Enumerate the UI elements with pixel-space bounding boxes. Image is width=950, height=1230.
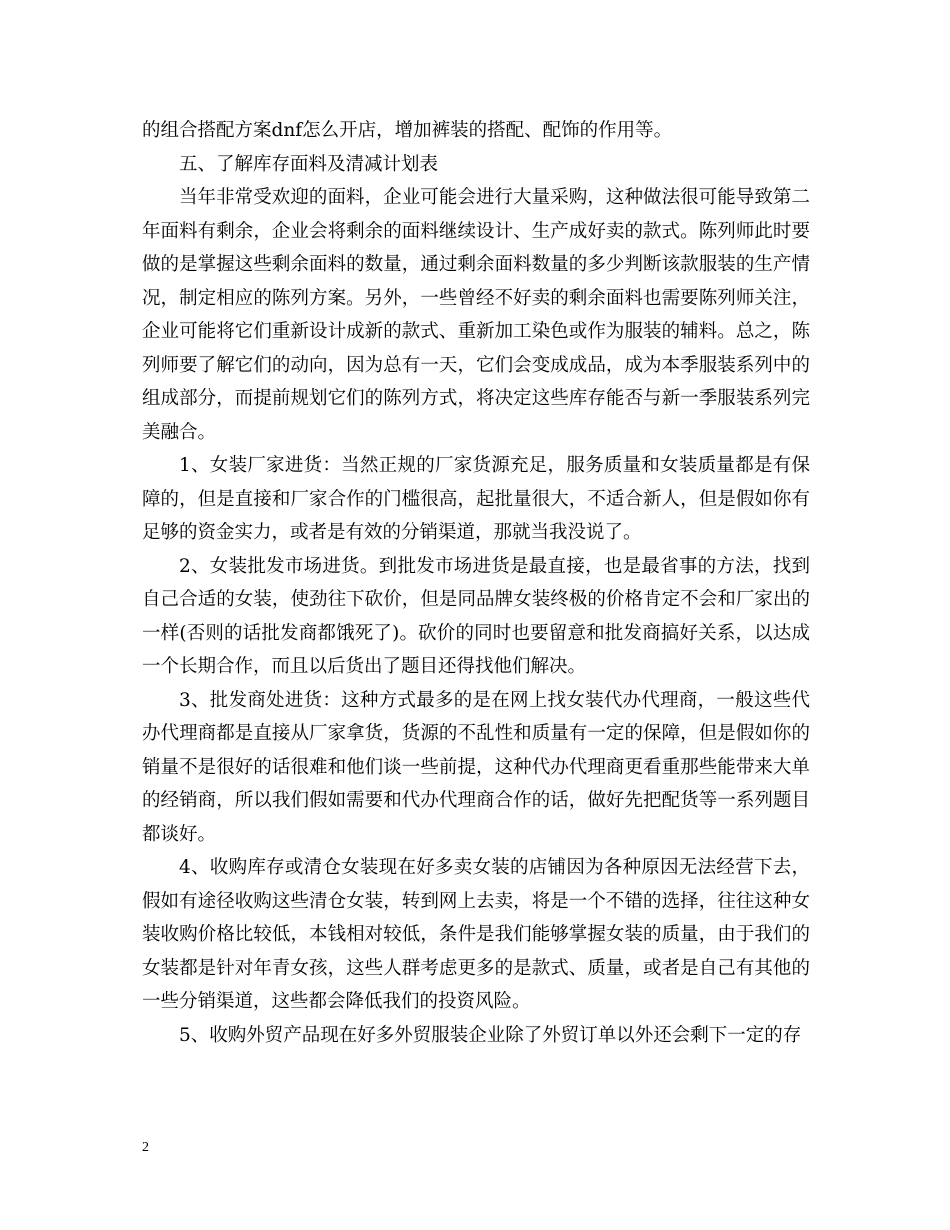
paragraph: 1、女装厂家进货：当然正规的厂家货源充足，服务质量和女装质量都是有保障的，但是直接和厂家合作的门槛很高，起批量很大，不适合新人，但是假如你有足够的资金实力，或者是有效的分销渠道，那就当我没说了。 xyxy=(142,455,810,543)
page-number: 2 xyxy=(142,1140,149,1155)
paragraph: 的组合搭配方案dnf怎么开店，增加裤装的搭配、配饰的作用等。 xyxy=(142,120,673,141)
paragraph: 当年非常受欢迎的面料，企业可能会进行大量采购，这种做法很可能导致第二年面料有剩余，企业会将剩余的面料继续设计、生产成好卖的款式。陈列师此时要做的是掌握这些剩余面料的数量，通过剩余面料数量的多少判断该款服装的生产情况，制定相应的陈列方案。另外，一些曾经不好卖的剩余面料也需要陈列师关注，企业可能将它们重新设计成新的款式、重新加工染色或作为服装的辅料。总之，陈列师要了解它们的动向，因为总有一天，它们会变成成品，成为本季服装系列中的组成部分，而提前规划它们的陈列方式，将决定这些库存能否与新一季服装系列完美融合。 xyxy=(142,187,810,443)
paragraph: 2、女装批发市场进货。到批发市场进货是最直接，也是最省事的方法，找到自己合适的女装，使劲往下砍价，但是同品牌女装终极的价格肯定不会和厂家出的一样(否则的话批发商都饿死了)。砍价的同时也要留意和批发商搞好关系，以达成一个长期合作，而且以后货出了题目还得找他们解决。 xyxy=(142,555,810,677)
paragraph: 5、收购外贸产品现在好多外贸服装企业除了外贸订单以外还会剩下一定的存 xyxy=(179,1024,802,1046)
section-heading: 五、了解库存面料及清减计划表 xyxy=(179,153,439,175)
body-text xyxy=(142,114,810,1052)
paragraph: 3、批发商处进货：这种方式最多的是在网上找女装代办代理商，一般这些代办代理商都是直接从厂家拿货，货源的不乱性和质量有一定的保障，但是假如你的销量不是很好的话很难和他们谈一些前提，这种代办代理商更看重那些能带来大单的经销商，所以我们假如需要和代办代理商合作的话，做好先把配货等一系列题目都谈好。 xyxy=(142,689,810,845)
paragraph: 4、收购库存或清仓女装现在好多卖女装的店铺因为各种原因无法经营下去，假如有途径收购这些清仓女装，转到网上去卖，将是一个不错的选择，往往这种女装收购价格比较低，本钱相对较低，条件是我们能够掌握女装的质量，由于我们的女装都是针对年青女孩，这些人群考虑更多的是款式、质量，或者是自己有其他的一些分销渠道，这些都会降低我们的投资风险。 xyxy=(142,857,810,1012)
